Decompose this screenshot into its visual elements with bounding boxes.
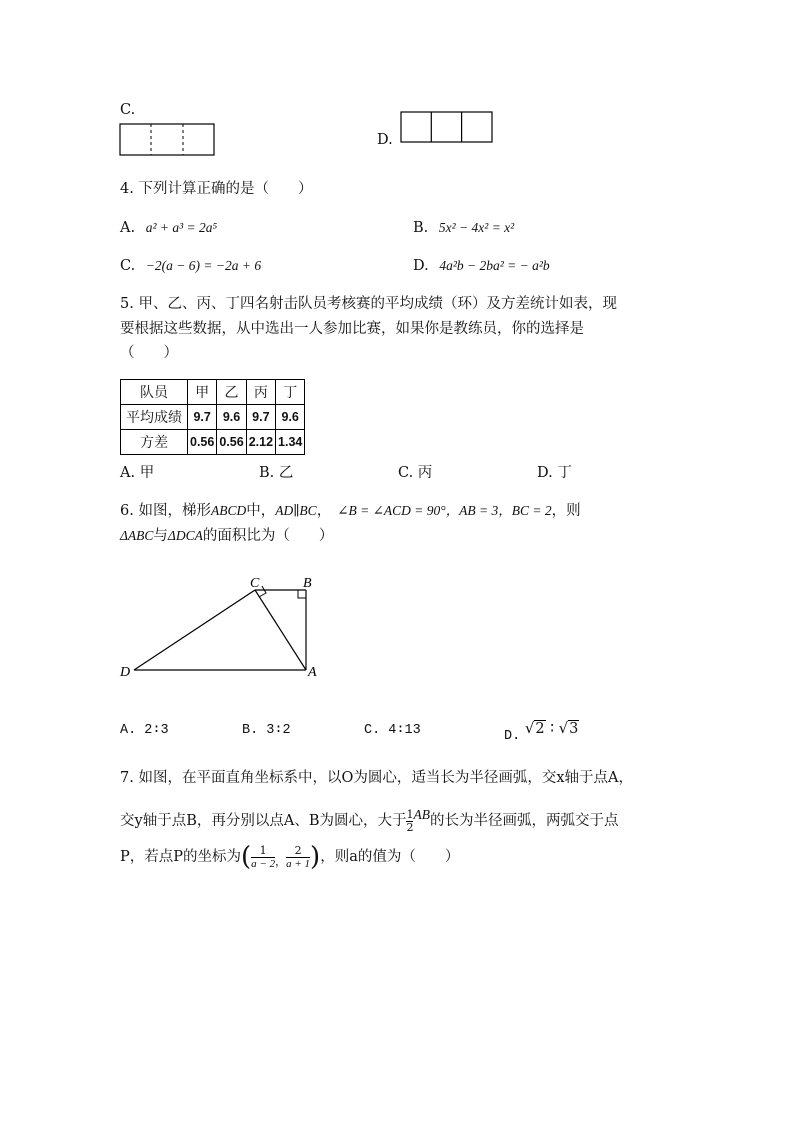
q6-option-a: A. 2∶3 — [120, 723, 169, 738]
q6-d-radicand-left: 2 — [535, 721, 545, 737]
q6-option-d — [504, 718, 579, 747]
q6-stem-line-2 — [120, 526, 333, 546]
table-cell: 方差 — [121, 430, 188, 455]
table-cell: 0.56 — [188, 430, 217, 455]
q7-text: 交y轴于点B，再分别以点A、B为圆心，大于 — [120, 813, 407, 829]
q6-ab-expr: ，AB = 3， — [445, 503, 512, 518]
q6-text: 6. 如图，梯形 — [120, 503, 211, 519]
q5-stem-line-3: （ ） — [120, 345, 178, 361]
label-b: B — [303, 576, 312, 591]
table-cell: 平均成绩 — [121, 405, 188, 430]
table-header-cell: 队员 — [121, 380, 188, 405]
table-cell: 2.12 — [246, 430, 275, 455]
option-c-outline — [120, 124, 214, 155]
q5-stem-line-1: 5. 甲、乙、丙、丁四名射击队员考核赛的平均成绩（环）及方差统计如表，现 — [120, 296, 617, 312]
q4-option-c — [120, 256, 261, 276]
q7-frac-num: 2 — [294, 843, 302, 857]
q7-frac-den: a + 1 — [286, 857, 311, 870]
q5-option-c: C. 丙 — [398, 465, 433, 481]
q6-d-radicand-right: 3 — [569, 721, 579, 737]
table-cell: 9.6 — [276, 405, 305, 430]
table-header-cell: 乙 — [217, 380, 246, 405]
q7-frac-den: 2 — [406, 820, 414, 834]
q6-text: 的面积比为（ ） — [202, 528, 334, 544]
q6-d-separator: ∶ — [550, 721, 554, 737]
q6-text: ，则 — [551, 503, 581, 519]
q6-trapezoid-figure — [115, 572, 325, 684]
q6-triangle-abc: ΔABC — [120, 528, 154, 543]
q7-comma: ， — [275, 855, 287, 868]
q4-option-a — [120, 218, 217, 238]
table-row — [121, 380, 305, 405]
q6-text: ， — [316, 503, 332, 519]
q6-stem-line-1 — [120, 501, 581, 521]
q5-option-b: B. 乙 — [259, 465, 294, 481]
q6-option-c: C. 4∶13 — [364, 723, 421, 738]
q7-text: 的长为半径画弧，两弧交于点 — [429, 813, 619, 829]
right-angle-mark-b — [298, 590, 306, 598]
sqrt-icon: √ — [524, 719, 535, 737]
q4-b-expr: 5x² − 4x² = x² — [438, 220, 515, 235]
left-paren-icon: ( — [241, 842, 252, 872]
segment-ca — [255, 590, 306, 670]
option-d-label: D. — [377, 132, 393, 148]
q6-text: 中， — [246, 503, 276, 519]
table-cell: 9.6 — [217, 405, 246, 430]
q4-d-expr: 4a²b − 2ba² = − a²b — [439, 258, 550, 273]
q4-a-label: A. — [120, 220, 136, 236]
q7-stem-line-3 — [120, 838, 459, 881]
table-cell: 1.34 — [276, 430, 305, 455]
table-row — [121, 405, 305, 430]
q6-angle-expr: ∠B = ∠ACD = 90° — [337, 503, 446, 518]
q6-d-label: D. — [504, 729, 521, 744]
table-header-cell: 丁 — [276, 380, 305, 405]
q4-d-label: D. — [413, 258, 429, 274]
segment-dc — [134, 590, 255, 670]
right-angle-mark-c — [259, 586, 266, 597]
table-row — [121, 430, 305, 455]
q7-stem-line-2 — [120, 798, 618, 838]
q5-option-d: D. 丁 — [537, 465, 572, 481]
q7-text: ，则a的值为（ ） — [320, 849, 460, 865]
sqrt-icon: √ — [558, 719, 569, 737]
option-c-rectangle-figure — [119, 123, 216, 157]
q7-frac-den: a − 2 — [251, 857, 276, 870]
label-d: D — [120, 665, 131, 680]
table-cell: 0.56 — [217, 430, 246, 455]
q4-stem: 4. 下列计算正确的是（ ） — [120, 181, 313, 197]
label-a: A — [308, 665, 317, 680]
q6-triangle-dca: ΔDCA — [167, 528, 203, 543]
table-header-cell: 丙 — [246, 380, 275, 405]
table-cell: 9.7 — [188, 405, 217, 430]
right-paren-icon: ) — [310, 842, 321, 872]
q4-a-expr: a² + a³ = 2a⁵ — [145, 220, 218, 235]
q7-fraction-1 — [251, 845, 275, 870]
label-c: C — [250, 576, 260, 591]
q5-stem-line-2: 要根据这些数据，从中选出一人参加比赛，如果你是教练员，你的选择是 — [120, 321, 584, 337]
q4-option-d — [413, 256, 550, 276]
option-d-outline — [401, 112, 492, 142]
q6-parallel-expr: AD∥BC — [275, 503, 317, 518]
table-cell: 9.7 — [246, 405, 275, 430]
option-d-rectangle-figure — [400, 111, 495, 144]
q4-b-label: B. — [413, 220, 429, 236]
q5-score-table — [120, 379, 305, 455]
q6-text: 与 — [153, 528, 168, 544]
q5-option-a: A. 甲 — [120, 465, 155, 481]
table-header-cell: 甲 — [188, 380, 217, 405]
q6-bc-expr: BC = 2 — [511, 503, 552, 518]
q4-c-label: C. — [120, 258, 136, 274]
q4-option-b — [413, 218, 514, 238]
q7-stem-line-1: 7. 如图，在平面直角坐标系中，以O为圆心，适当长为半径画弧，交x轴于点A， — [120, 770, 633, 786]
q7-text: P，若点P的坐标为 — [120, 849, 242, 865]
q6-option-b: B. 3∶2 — [242, 723, 291, 738]
option-c-label: C. — [120, 102, 136, 118]
q4-c-expr: −2(a − 6) = −2a + 6 — [145, 258, 262, 273]
q6-trapezoid-name: ABCD — [210, 503, 247, 518]
q7-frac-num: 1 — [406, 807, 414, 821]
q7-frac-num: 1 — [259, 843, 267, 857]
q7-fraction-2 — [286, 845, 310, 870]
q7-ab: AB — [413, 807, 430, 822]
